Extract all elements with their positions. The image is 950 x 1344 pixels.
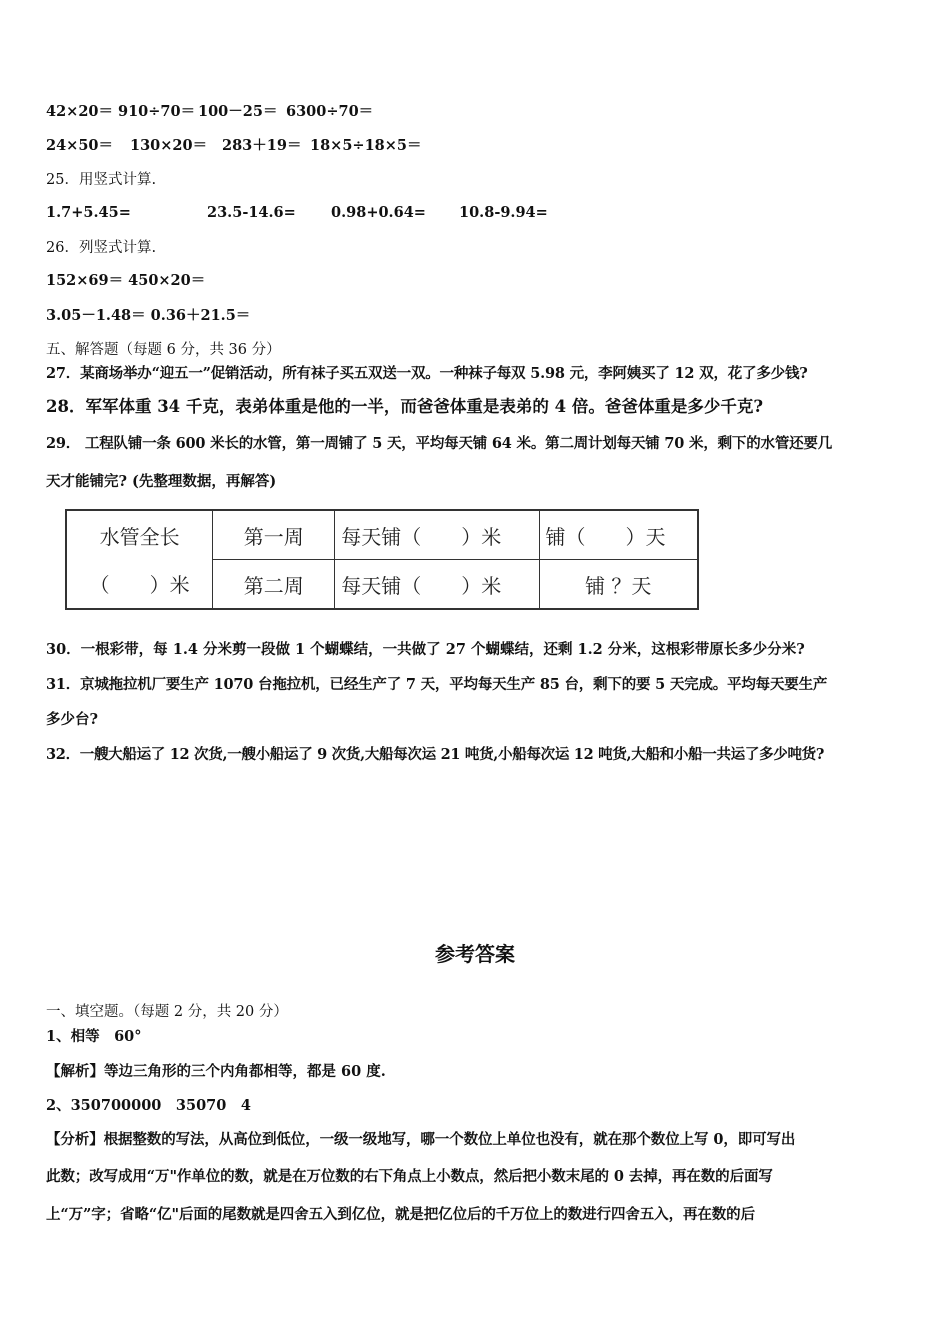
answer-key-title: 参考答案 bbox=[435, 942, 515, 966]
pipe-total-value: （ ）米 bbox=[66, 560, 213, 610]
q26-title: 26．列竖式计算. bbox=[46, 240, 157, 256]
vertical-calc-item: 10.8-9.94= bbox=[459, 204, 548, 221]
answer-1: 1、相等 60° bbox=[46, 1028, 142, 1045]
week-1-days: 铺（ ）天 bbox=[539, 510, 698, 560]
week-1-label: 第一周 bbox=[213, 510, 335, 560]
week-1-per-day: 每天铺（ ）米 bbox=[335, 510, 539, 560]
calc-item: 18×5÷18×5＝ bbox=[310, 137, 422, 154]
question-31-line-1: 31．京城拖拉机厂要生产 1070 台拖拉机，已经生产了 7 天，平均每天生产 85 台，剩下的要 5 天完成。平均每天要生产 bbox=[46, 676, 828, 693]
calc-item: 24×50＝ bbox=[46, 137, 114, 154]
vertical-calc-item: 23.5-14.6= bbox=[207, 204, 296, 221]
calc-item: 130×20＝ bbox=[130, 137, 208, 154]
section-1-heading: 一、填空题。（每题 2 分，共 20 分） bbox=[46, 1004, 288, 1020]
answer-2-analysis-line-2: 此数；改写成用“万"作单位的数，就是在万位数的右下角点上小数点，然后把小数末尾的 0 去掉，再在数的后面写 bbox=[46, 1168, 773, 1185]
calc-item: 6300÷70＝ bbox=[286, 103, 374, 120]
week-2-per-day: 每天铺（ ）米 bbox=[335, 560, 539, 610]
calc-item: 910÷70＝ bbox=[118, 103, 196, 120]
question-29-line-1: 29． 工程队铺一条 600 米长的水管，第一周铺了 5 天，平均每天铺 64 米。第二周计划每天铺 70 米，剩下的水管还要几 bbox=[46, 435, 833, 452]
question-30: 30．一根彩带，每 1.4 分米剪一段做 1 个蝴蝶结，一共做了 27 个蝴蝶结，还剩 1.2 分米，这根彩带原长多少分米? bbox=[46, 641, 805, 658]
answer-2-analysis-line-3: 上“万”字；省略“亿"后面的尾数就是四舍五入到亿位，就是把亿位后的千万位上的数进行四舍五入，再在数的后 bbox=[46, 1206, 755, 1223]
vertical-calc-item: 1.7+5.45= bbox=[46, 204, 131, 221]
q25-title: 25．用竖式计算. bbox=[46, 172, 157, 188]
week-2-label: 第二周 bbox=[213, 560, 335, 610]
question-32: 32．一艘大船运了 12 次货,一艘小船运了 9 次货,大船每次运 21 吨货,小船每次运 12 吨货,大船和小船一共运了多少吨货? bbox=[46, 746, 825, 763]
question-31-line-2: 多少台? bbox=[46, 711, 98, 728]
calc-item: 100－25＝ bbox=[198, 103, 278, 120]
q25-items bbox=[46, 203, 548, 223]
answer-1-analysis: 【解析】等边三角形的三个内角都相等，都是 60 度. bbox=[46, 1063, 386, 1080]
calc-item: 42×20＝ bbox=[46, 103, 114, 120]
question-29-line-2: 天才能铺完? (先整理数据，再解答) bbox=[46, 473, 277, 490]
calc-item: 283＋19＝ bbox=[222, 137, 302, 154]
pipe-total-label: 水管全长 bbox=[66, 510, 213, 560]
answer-2: 2、350700000 35070 4 bbox=[46, 1097, 251, 1114]
calc-row-2 bbox=[46, 136, 421, 156]
question-28: 28．军军体重 34 千克，表弟体重是他的一半，而爸爸体重是表弟的 4 倍。爸爸体重是多少千克? bbox=[46, 397, 764, 416]
pipe-data-table bbox=[65, 509, 699, 610]
vertical-calc-item: 0.98+0.64= bbox=[331, 204, 426, 221]
q26-line-2: 3.05－1.48＝ 0.36＋21.5＝ bbox=[46, 307, 251, 324]
calc-row-1 bbox=[46, 102, 373, 122]
q26-line-1: 152×69＝ 450×20＝ bbox=[46, 272, 206, 289]
question-27: 27．某商场举办“迎五一”促销活动，所有袜子买五双送一双。一种袜子每双 5.98 元，李阿姨买了 12 双，花了多少钱? bbox=[46, 365, 808, 382]
section-5-heading: 五、解答题（每题 6 分，共 36 分） bbox=[46, 342, 281, 358]
answer-2-analysis-line-1: 【分析】根据整数的写法，从高位到低位，一级一级地写，哪一个数位上单位也没有，就在那个数位上写 0，即可写出 bbox=[46, 1131, 796, 1148]
week-2-days: 铺 ？天 bbox=[539, 560, 698, 610]
